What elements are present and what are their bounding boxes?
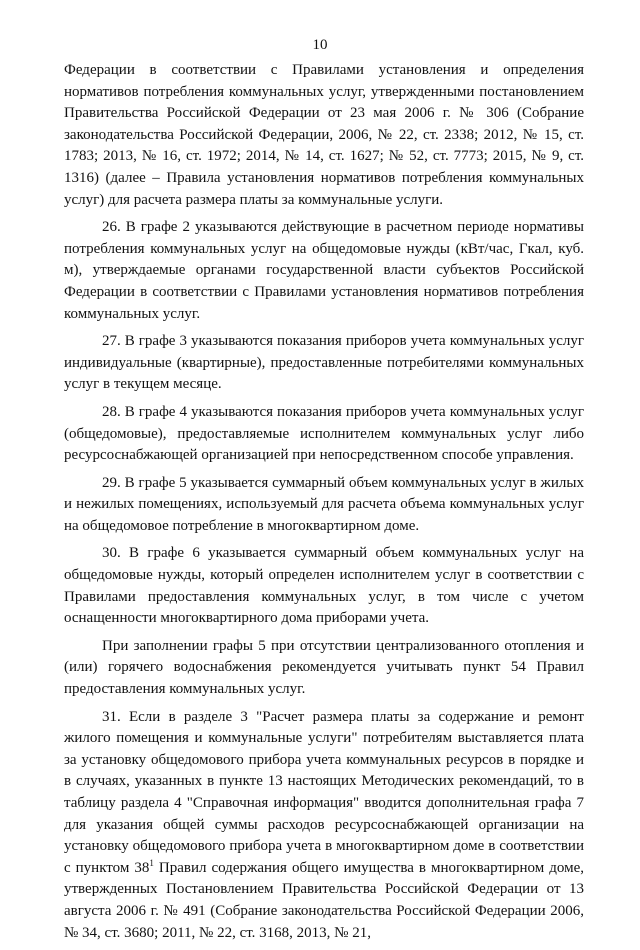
footnote-superscript: 1 [149, 857, 154, 868]
paragraph-26: 26. В графе 2 указываются действующие в расчетном периоде нормативы потребления коммунальных услуг на общедомовые нужды (кВт/час, Гкал, куб. м), утверждаемые органами государственной власти субъектов Российской Федерации в соответствии с Правилами установления нормативов потребления коммунальных услуг. [64, 219, 584, 322]
paragraph-31-text-start: 31. Если в разделе 3 "Расчет размера платы за содержание и ремонт жилого помещения и коммунальные услуги" потребителям выставляется плата за установку общедомового прибора учета коммунальных ресурсов в порядке и в случаях, указанных в пункте 13 настоящих Методических рекомендаций, то в таблицу раздела 4 "Справочная информация" вводится дополнительная графа 7 для указания общей суммы расходов ресурсоснабжающей организации на установку общедомового прибора учета в многоквартирном доме в соответствии с пунктом 38 [64, 708, 584, 876]
paragraph-30: 30. В графе 6 указывается суммарный объем коммунальных услуг на общедомовые нужды, который определен исполнителем услуг в соответствии с Правилами предоставления коммунальных услуг, в том числе с учетом оснащенности многоквартирного дома приборами учета. [64, 545, 584, 627]
paragraph-29: 29. В графе 5 указывается суммарный объем коммунальных услуг в жилых и нежилых помещениях, используемый для расчета объема коммунальных услуг на общедомовое потребление в многоквартирном доме. [64, 474, 584, 534]
paragraph-31-text-end: Правил содержания общего имущества в многоквартирном доме, утвержденных Постановлением Правительства Российской Федерации от 13 августа 2006 г. № 491 (Собрание законодательства Российской Федерации 2006, № 34, ст. 3680; 2011, № 22, ст. 3168, 2013, № 21, [64, 859, 584, 941]
paragraph-31 [64, 707, 584, 945]
paragraph-27: 27. В графе 3 указываются показания приборов учета коммунальных услуг индивидуальные (квартирные), предоставленные потребителями коммунальных услуг в текущем месяце. [64, 333, 584, 393]
page-number: 10 [312, 37, 328, 53]
document-body [64, 60, 584, 950]
paragraph-note-heating: При заполнении графы 5 при отсутствии централизованного отопления и (или) горячего водоснабжения рекомендуется учитывать пункт 54 Правил предоставления коммунальных услуг. [64, 637, 584, 698]
paragraph-28: 28. В графе 4 указываются показания приборов учета коммунальных услуг (общедомовые), предоставляемые исполнителем коммунальных услуг либо ресурсоснабжающей организацией при непосредственном способе управления. [64, 403, 584, 464]
paragraph-continuation: Федерации в соответствии с Правилами установления и определения нормативов потребления коммунальных услуг, утвержденными постановлением Правительства Российской Федерации от 23 мая 2006 г. № 306 (Собрание законодательства Российской Федерации, 2006, № 22, ст. 2338; 2012, № 15, ст. 1783; 2013, № 16, ст. 1972; 2014, № 14, ст. 1627; № 52, ст. 7773; 2015, № 9, ст. 1316) (далее – Правила установления нормативов потребления коммунальных услуг) для расчета размера платы за коммунальные услуги. [64, 62, 584, 208]
